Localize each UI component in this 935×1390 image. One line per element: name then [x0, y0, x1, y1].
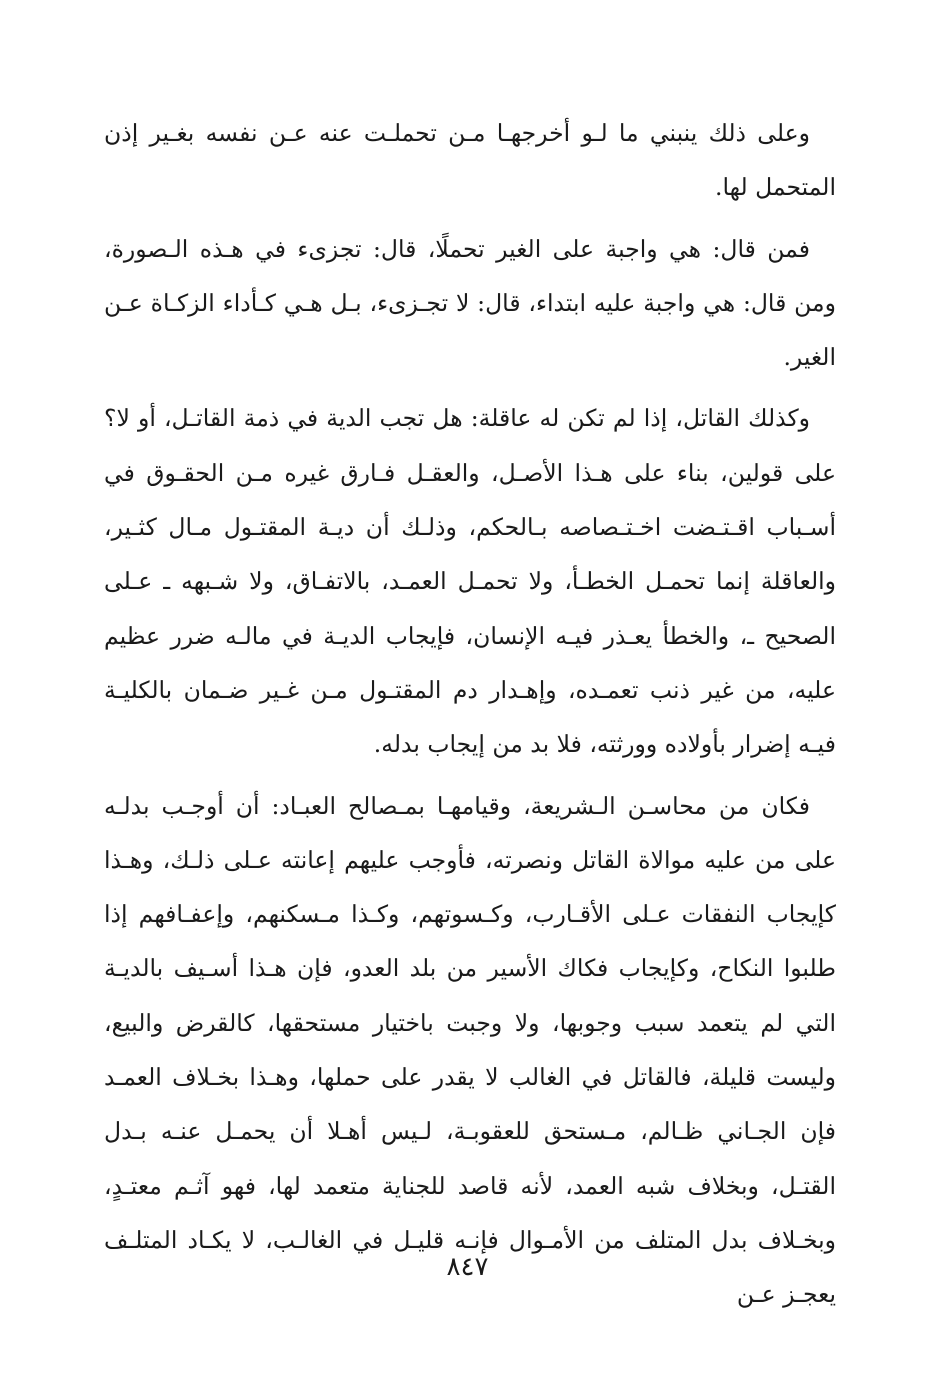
- paragraph-2: فمن قال: هي واجبة على الغير تحملًا، قال: تجزىء في هـذه الـصورة، ومن قال: هي واجبة عليه ابتداء، قال: لا تجـزىء، بـل هـي كـأداء الزكـاة عـن الغير.: [104, 234, 836, 372]
- paragraph-4: فكان من محاسـن الـشريعة، وقيامهـا بمـصالح العبـاد: أن أوجـب بدلـه على من عليه موالاة القاتل ونصرته، فأوجب عليهم إعانته عـلى ذلـك، وهـذا كإيجاب النفقات عـلى الأقـارب، وكـسوتهم، وكـذا مـسكنهم، وإعفـافهم إذا طلبوا النكاح، وكإيجاب فكاك الأسير من بلد العدو، فإن هـذا أسـيف بالديـة التي لم يتعمد سبب وجوبها، ولا وجبت باختيار مستحقها، كالقرض والبيع، وليست قليلة، فالقاتل في الغالب لا يقدر على حملها، وهـذا بخـلاف العمـد فإن الجـاني ظـالم، مـستحق للعقوبـة، لـيس أهـلا أن يحمـل عنـه بـدل القتـل، وبخلاف شبه العمد، لأنه قاصد للجناية متعمد لها، فهو آثـم معتـدٍ، وبخـلاف بدل المتلف من الأمـوال فإنـه قليـل في الغالـب، لا يكـاد المتلـف يعجـز عـن: [104, 791, 836, 1309]
- paragraph-3: وكذلك القاتل، إذا لم تكن له عاقلة: هل تجب الدية في ذمة القاتـل، أو لا؟ على قولين، بناء على هـذا الأصـل، والعقـل فـارق غيره مـن الحقـوق في أسـباب اقـتـضت اخـتـصاصه بـالحكم، وذلـك أن ديـة المقتـول مـال كثـير، والعاقلة إنما تحمـل الخطـأ، ولا تحمـل العمـد، بالاتفـاق، ولا شـبهه ـ عـلى الصحيح ـ، والخطأ يعـذر فيـه الإنسان، فإيجاب الديـة في مالـه ضرر عظيم عليه، من غير ذنب تعمـده، وإهـدار دم المقتـول مـن غـير ضـمان بالكليـة فيـه إضرار بأولاده وورثته، فلا بد من إيجاب بدله.: [104, 404, 836, 759]
- page-number: ٨٤٧: [446, 1252, 489, 1282]
- paragraph-1: وعلى ذلك ينبني ما لـو أخرجهـا مـن تحملـت عنه عـن نفسه بغـير إذن المتحمل لها.: [104, 119, 836, 202]
- page-body: [104, 106, 836, 1322]
